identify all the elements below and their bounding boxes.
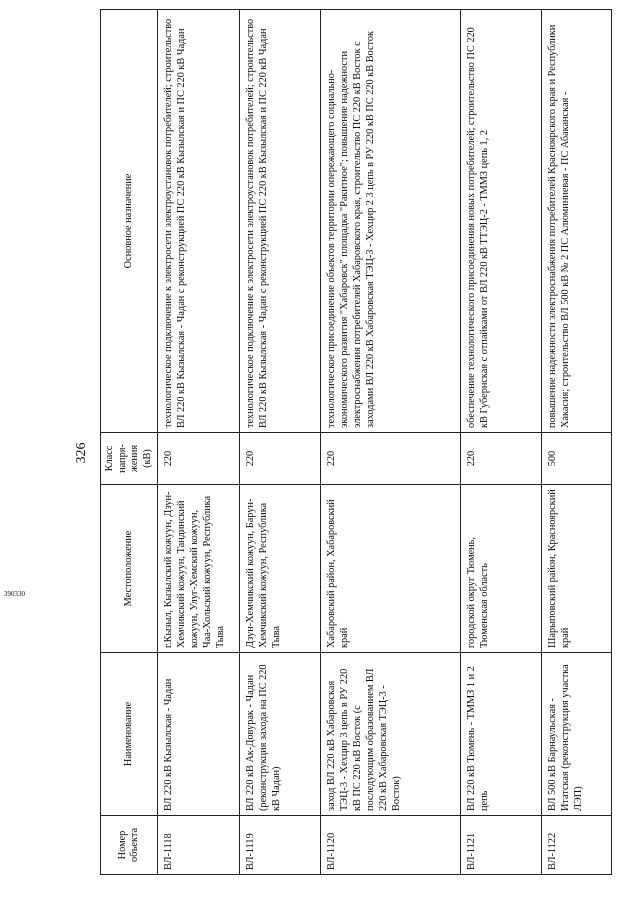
cell-name: ВЛ 220 кВ Ак-Довурак - Чадан (реконструкция захода на ПС 220 кВ Чадан) [240,653,321,816]
cell-purpose: повышение надежности электроснабжения потребителей Красноярского края и Республики Хакасия; строительство ВЛ 500 кВ № 2 ПС Алюминиевая - ПС Абаканская - [542,10,612,433]
cell-location: городской округ Тюмень, Тюменская область [461,485,542,653]
header-purpose: Основное назначение [101,10,158,433]
table-row [240,10,321,875]
cell-purpose: технологическое присоединение объектов территории опережающего социально-экономического развития "Хабаровск" площадка "Ракитное"; повышение надежности электроснабжения потребителей Хабаровского края, строительство ПС 220 кВ Восток с заходами ВЛ 220 кВ Хабаровская ТЭЦ-3 - Хехцир 2 3 цепь в РУ 220 кВ ПС 220 кВ Восток [321,10,461,433]
cell-name: ВЛ 220 кВ Кызылская - Чадан [158,653,240,816]
cell-purpose: технологическое подключение к электросети электроустановок потребителей; строительство ВЛ 220 кВ Кызылская - Чадан с реконструкцией ПС 220 кВ Кызылская и ПС 220 кВ Чадан [158,10,240,433]
cell-location: Дзун-Хемчикский кожуун, Барун-Хемчикский кожуун, Республика Тыва [240,485,321,653]
table-row [461,10,542,875]
header-voltage: Класс напря-жения (кВ) [101,433,158,485]
cell-voltage: 220 [321,433,461,485]
cell-num: ВЛ-1118 [158,816,240,875]
header-num: Номер объекта [101,816,158,875]
cell-name: ВЛ 220 кВ Тюмень - ТММЗ 1 и 2 цепь [461,653,542,816]
table-row [158,10,240,875]
cell-voltage: 220 [158,433,240,485]
table-row [542,10,612,875]
cell-purpose: технологическое подключение к электросети электроустановок потребителей; строительство ВЛ 220 кВ Кызылская - Чадан с реконструкцией ПС 220 кВ Кызылская и ПС 220 кВ Чадан [240,10,321,433]
header-location: Местоположение [101,485,158,653]
cell-num: ВЛ-1119 [240,816,321,875]
cell-voltage: 220 [461,433,542,485]
cell-location: г.Кызыл, Кызылский кожуун, Дзун-Хемчикский кожуун, Тандинский кожуун, Улуг-Хемский кожуун, Чаа-Хольский кожуун, Республика Тыва [158,485,240,653]
cell-voltage: 220 [240,433,321,485]
header-name: Наименование [101,653,158,816]
cell-voltage: 500 [542,433,612,485]
cell-location: Хабаровский район, Хабаровский край [321,485,461,653]
page-number: 326 [74,442,89,464]
document-code: 390330 [4,590,25,598]
cell-location: Шарыповский район, Красноярский край [542,485,612,653]
cell-num: ВЛ-1122 [542,816,612,875]
objects-table [100,9,612,875]
cell-num: ВЛ-1120 [321,816,461,875]
table-row [321,10,461,875]
cell-num: ВЛ-1121 [461,816,542,875]
header-row [101,10,158,875]
cell-name: ВЛ 500 кВ Барнаульская - Итатская (реконструкция участка ЛЭП) [542,653,612,816]
cell-purpose: обеспечение технологического присоединения новых потребителей; строительство ПС 220 кВ Губернская с отпайками от ВЛ 220 кВ ТТЭЦ-2 - ТММЗ цепь 1, 2 [461,10,542,433]
cell-name: заход ВЛ 220 кВ Хабаровская ТЭЦ-3 - Хехцир 3 цепь в РУ 220 кВ ПС 220 кВ Восток (с последующим образованием ВЛ 220 кВ Хабаровская ТЭЦ-3 - Восток) [321,653,461,816]
